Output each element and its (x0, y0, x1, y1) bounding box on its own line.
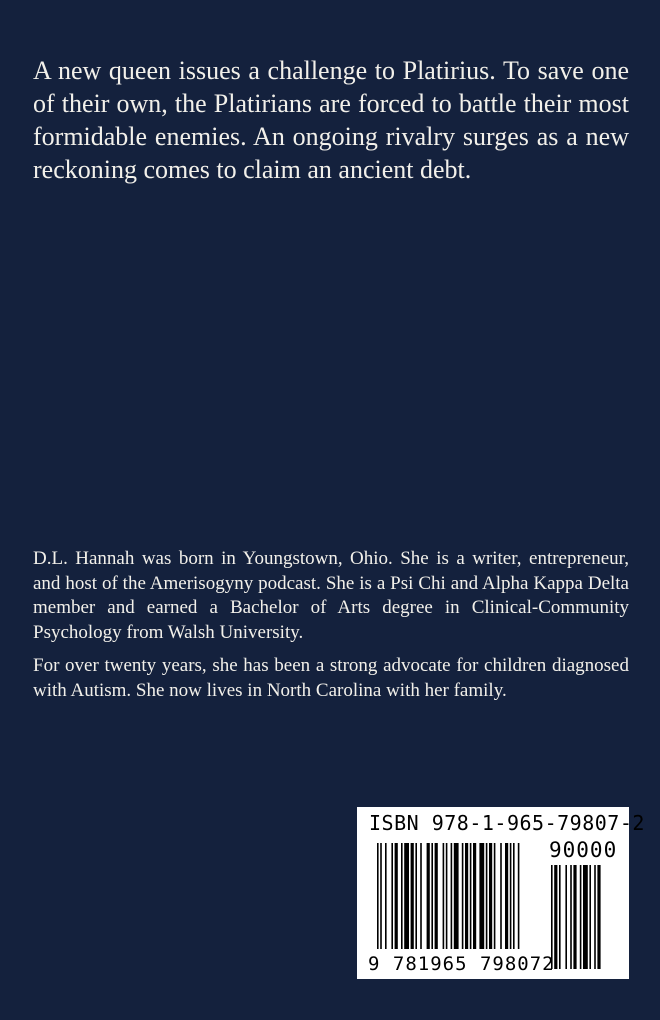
barcode-bar (494, 843, 496, 949)
barcode-bar (465, 843, 468, 949)
barcode-bar (451, 843, 453, 949)
barcode-addon-bar (565, 865, 567, 969)
ean-digits: 9 781965 798072 (368, 953, 555, 975)
barcode-addon-bar (580, 865, 582, 969)
barcode-bar (510, 843, 512, 949)
barcode-bar (427, 843, 430, 949)
barcode-bar (420, 843, 422, 949)
barcode-addon-bar (594, 865, 596, 969)
barcode-bar (505, 843, 508, 949)
barcode-bar (518, 843, 520, 949)
barcode-bar (446, 843, 448, 949)
barcode-bar (431, 843, 433, 949)
back-cover-blurb: A new queen issues a challenge to Platirius. To save one of their own, the Platirians are forced to battle their most formidable enemies. An ongoing rivalry surges as a new reckoning comes to claim an ancient debt. (33, 56, 629, 184)
barcode-addon-bar (554, 865, 557, 969)
author-bio-paragraph: For over twenty years, she has been a strong advocate for children diagnosed with Autism. She now lives in North Carolina with her family. (33, 655, 629, 701)
barcode-bar (401, 843, 403, 949)
barcode-bar (479, 843, 484, 949)
barcode-bar (470, 843, 472, 949)
barcode-bar (443, 843, 445, 949)
isbn-label: ISBN 978-1-965-79807-2 (369, 811, 645, 835)
barcode-bar (489, 843, 492, 949)
price-code: 90000 (549, 838, 618, 862)
barcode-bar (415, 843, 417, 949)
barcode-bar (462, 843, 464, 949)
barcode-addon-bar (570, 865, 572, 969)
barcode-bar (513, 843, 515, 949)
barcode-addon-bar (573, 865, 576, 969)
barcode-addon-bar (583, 865, 588, 969)
barcode-addon-bar (597, 865, 600, 969)
barcode-bar (454, 843, 459, 949)
barcode-bar (377, 843, 379, 949)
barcode-bar (486, 843, 488, 949)
barcode-bar (473, 843, 476, 949)
isbn-barcode (357, 807, 645, 979)
barcode-bar (391, 843, 393, 949)
barcode-bar (395, 843, 398, 949)
barcode-bar (411, 843, 414, 949)
barcode-bar (380, 843, 382, 949)
barcode-addon-bar (559, 865, 561, 969)
barcode-bar (385, 843, 387, 949)
author-bio-paragraph: D.L. Hannah was born in Youngstown, Ohio. She is a writer, entrepreneur, and host of the Amerisogyny podcast. She is a Psi Chi and Alpha Kappa Delta member and earned a Bachelor of Arts degree in Clinical-Community Psychology from Walsh University. (33, 548, 629, 643)
barcode-addon-bar (589, 865, 591, 969)
author-bio (33, 547, 629, 712)
barcode-bar (435, 843, 438, 949)
barcode-bar (404, 843, 409, 949)
barcode-bar (500, 843, 502, 949)
